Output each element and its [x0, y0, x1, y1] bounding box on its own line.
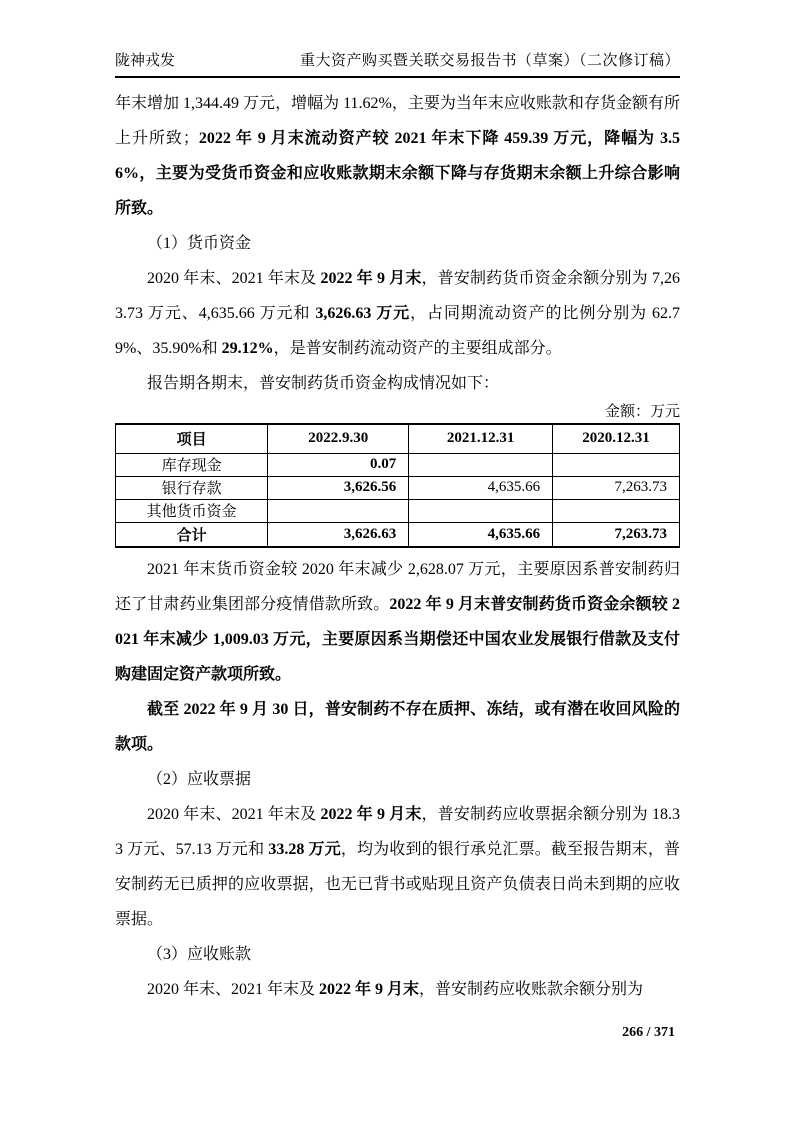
table-cell-value: 7,263.73	[553, 476, 680, 499]
table-row-cash-on-hand	[116, 453, 680, 476]
paragraph-text-bold: 2022 年 9 月末普安制药货币资金余额较 2021 年末减少 1,009.03 万元，主要原因系当期偿还中国农业发展银行借款及支付购建固定资产款项所致。	[115, 596, 680, 683]
monetary-funds-table	[115, 423, 680, 548]
paragraph-text: 报告期各期末，普安制药货币资金构成情况如下：	[147, 375, 500, 392]
paragraph-text: 2020 年末、2021 年末及	[147, 270, 321, 287]
paragraph-text-bold: 33.28 万元	[268, 841, 341, 858]
table-cell-value: 4,635.66	[409, 476, 553, 499]
header-company-name: 陇神戎发	[115, 53, 176, 69]
paragraph-no-pledge-statement	[115, 692, 680, 762]
table-header-item: 项目	[116, 424, 268, 453]
table-cell-value: 7,263.73	[553, 522, 680, 547]
table-cell-item: 银行存款	[116, 476, 268, 499]
heading-text: （1）货币资金	[147, 235, 252, 252]
document-body	[115, 78, 680, 1007]
paragraph-text: 年末增加 1,344.49 万元，增幅为 11.62%，主要为当年末应收账款和存货金额有所上升所致；	[115, 95, 680, 147]
paragraph-monetary-funds-balance	[115, 261, 680, 366]
paragraph-table-intro	[115, 366, 680, 401]
table-cell-value	[268, 499, 409, 522]
table-unit-label	[115, 401, 680, 423]
paragraph-text: ，普安制药应收账款余额分别为	[419, 981, 644, 998]
header-report-title: 重大资产购买暨关联交易报告书（草案）（二次修订稿）	[299, 53, 680, 69]
table-cell-value: 4,635.66	[409, 522, 553, 547]
paragraph-text-bold: 2022 年 9 月末	[320, 270, 422, 287]
paragraph-text: ，普安制药应收票据余额分别为 18.33 万元、57.13 万元和	[115, 806, 680, 858]
table-cell-item: 库存现金	[116, 453, 268, 476]
section-heading-monetary-funds	[115, 226, 680, 261]
table-header-row	[116, 424, 680, 453]
paragraph-text-bold: 2022 年 9 月末	[319, 981, 420, 998]
table-cell-value	[553, 499, 680, 522]
paragraph-text: ，普安制药货币资金余额分别为 7,263.73 万元、4,635.66 万元和	[115, 270, 680, 322]
paragraph-current-assets	[115, 86, 680, 226]
table-row-bank-deposits	[116, 476, 680, 499]
paragraph-text: 2020 年末、2021 年末及	[147, 806, 321, 823]
paragraph-text-bold: 2022 年 9 月末	[320, 806, 422, 823]
paragraph-text-bold: 截至 2022 年 9 月 30 日，普安制药不存在质押、冻结，或有潜在收回风险的款项。	[115, 701, 680, 753]
unit-label-text: 金额：万元	[604, 404, 680, 420]
paragraph-accounts-receivable-balance	[115, 972, 680, 1007]
paragraph-text: 2021 年末货币资金较 2020 年末减少 2,628.07 万元，主要原因系普安制药归还了甘肃药业集团部分疫情借款所致。	[115, 561, 680, 613]
table-cell-value	[409, 453, 553, 476]
table-cell-item: 合计	[116, 522, 268, 547]
paragraph-text-bold: 3,626.63 万元	[315, 305, 411, 322]
paragraph-text: 2020 年末、2021 年末及	[147, 981, 320, 998]
paragraph-funds-decrease-analysis	[115, 552, 680, 692]
table-cell-value	[553, 453, 680, 476]
table-header-2022-9-30: 2022.9.30	[268, 424, 409, 453]
paragraph-text-bold: 2022 年 9 月末流动资产较 2021 年末下降 459.39 万元，降幅为 3.56%，主要为受货币资金和应收账款期末余额下降与存货期末余额上升综合影响所致。	[115, 130, 680, 217]
page-header	[115, 0, 680, 78]
table-header-2020-12-31: 2020.12.31	[553, 424, 680, 453]
heading-text: （3）应收账款	[147, 946, 252, 963]
paragraph-text: ，是普安制药流动资产的主要组成部分。	[273, 340, 562, 357]
section-heading-accounts-receivable	[115, 937, 680, 972]
section-heading-notes-receivable	[115, 762, 680, 797]
paragraph-notes-receivable-balance	[115, 797, 680, 937]
table-row-other-monetary-funds	[116, 499, 680, 522]
paragraph-text: ，占同期流动资产的比例分别为 62.79%、35.90%和	[115, 305, 680, 357]
table-header-2021-12-31: 2021.12.31	[409, 424, 553, 453]
table-cell-item: 其他货币资金	[116, 499, 268, 522]
paragraph-text-bold: 29.12%	[221, 340, 274, 357]
table-cell-value	[409, 499, 553, 522]
table-row-total	[116, 522, 680, 547]
table-cell-value: 0.07	[268, 453, 409, 476]
heading-text: （2）应收票据	[147, 771, 252, 788]
paragraph-text: ，均为收到的银行承兑汇票。截至报告期末，普安制药无已质押的应收票据，也无已背书或贴现且资产负债表日尚未到期的应收票据。	[115, 841, 680, 928]
page-number: 266 / 371	[622, 1025, 675, 1040]
table-cell-value: 3,626.63	[268, 522, 409, 547]
table-cell-value: 3,626.56	[268, 476, 409, 499]
